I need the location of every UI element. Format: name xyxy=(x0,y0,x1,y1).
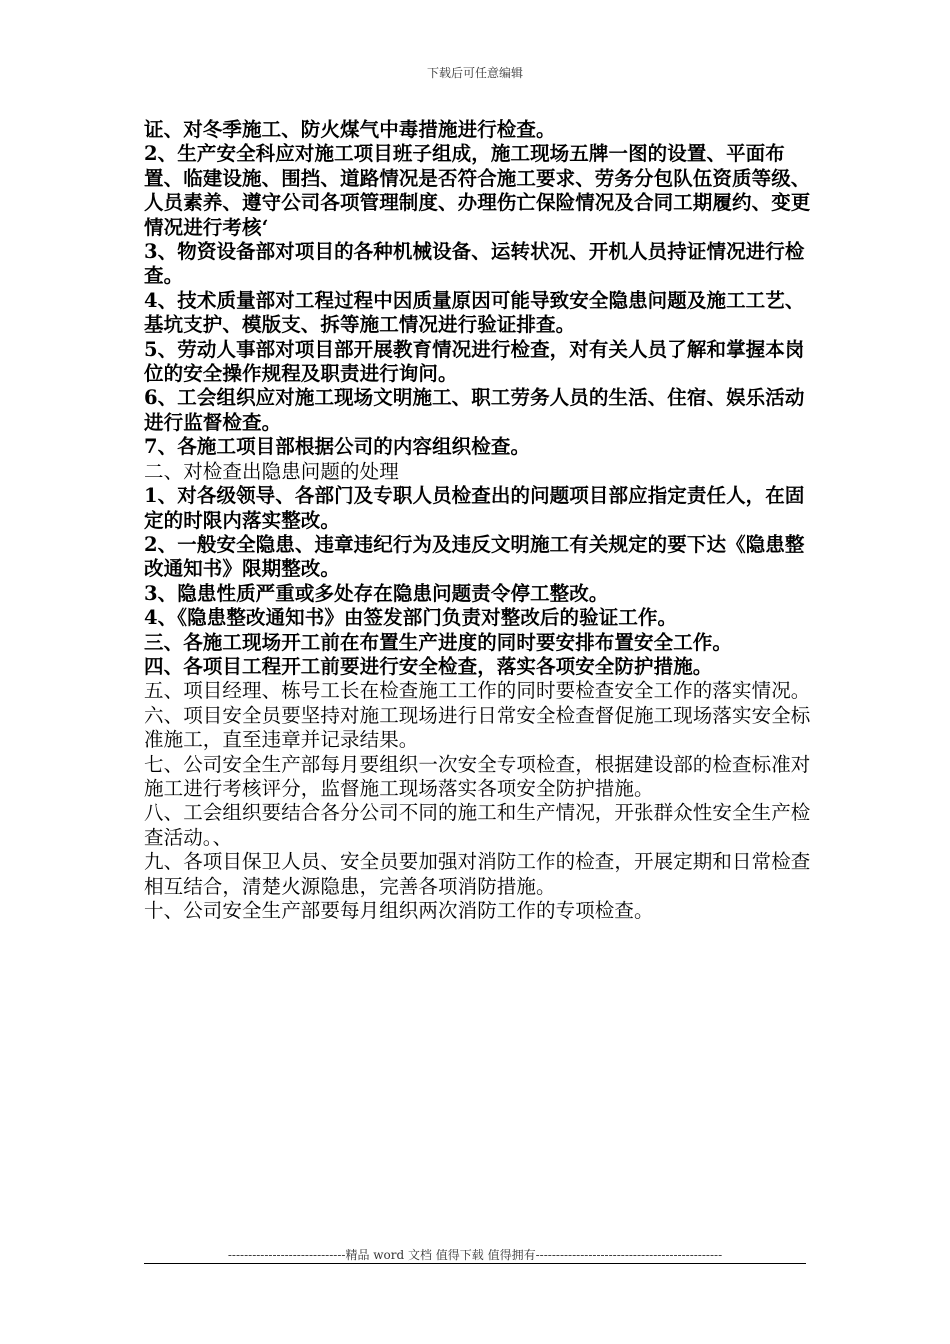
paragraph-6: 6、工会组织应对施工现场文明施工、职工劳务人员的生活、住宿、娱乐活动进行监督检查。 xyxy=(144,386,805,434)
paragraph-5: 5、劳动人事部对项目部开展教育情况进行检查，对有关人员了解和掌握本岗位的安全操作规程及职责进行询问。 xyxy=(144,337,805,386)
section-4: 四、各项目工程开工前要进行安全检查，落实各项安全防护措施。 xyxy=(144,654,713,678)
section-10: 十、公司安全生产部要每月组织两次消防工作的专项检查。 xyxy=(144,899,654,922)
page-footer: -----------------------------精品 word 文档 值得下载 值得拥有---------------------------------------------- xyxy=(227,1248,723,1262)
paragraph-10: 2、一般安全隐患、违章违纪行为及违反文明施工有关规定的要下达《隐患整改通知书》限期整改。 xyxy=(144,532,805,581)
paragraph-12: 4、《隐患整改通知书》由签发部门负责对整改后的验证工作。 xyxy=(144,606,678,630)
section-8: 八、工会组织要结合各分公司不同的施工和生产情况，开张群众性安全生产检查活动。、 xyxy=(144,801,811,849)
section-3: 三、各施工现场开工前在布置生产进度的同时要安排布置安全工作。 xyxy=(144,630,733,654)
page-header: 下载后可任意编辑 xyxy=(426,66,523,80)
paragraph-7: 7、各施工项目部根据公司的内容组织检查。 xyxy=(144,435,531,459)
paragraph-2: 2、生产安全科应对施工项目班子组成，施工现场五牌一图的设置、平面布置、临建设施、围挡、道路情况是否符合施工要求、劳务分包队伍资质等级、人员素养、遵守公司各项管理制度、办理伤亡保险情况及合同工期履约、变更情况进行考核‘ xyxy=(144,142,811,239)
footer-rule xyxy=(144,1263,806,1264)
section-6: 六、项目安全员要坚持对施工现场进行日常安全检查督促施工现场落实安全标准施工，直至违章并记录结果。 xyxy=(144,703,811,752)
paragraph-4: 4、技术质量部对工程过程中因质量原因可能导致安全隐患问题及施工工艺、基坑支护、模版支、拆等施工情况进行验证排查。 xyxy=(144,288,805,337)
section-5: 五、项目经理、栋号工长在检查施工工作的同时要检查安全工作的落实情况。 xyxy=(144,679,811,703)
paragraph-1: 证、对冬季施工、防火煤气中毒措施进行检查。 xyxy=(144,118,556,141)
section-7: 七、公司安全生产部每月要组织一次安全专项检查，根据建设部的检查标准对施工进行考核评分，监督施工现场落实各项安全防护措施。 xyxy=(144,752,811,800)
paragraph-9: 1、对各级领导、各部门及专职人员检查出的问题项目部应指定责任人，在固定的时限内落实整改。 xyxy=(144,484,805,532)
paragraph-3: 3、物资设备部对项目的各种机械设备、运转状况、开机人员持证情况进行检查。 xyxy=(144,240,805,288)
section-heading-2: 二、对检查出隐患问题的处理 xyxy=(144,459,399,483)
paragraph-11: 3、隐患性质严重或多处存在隐患问题责令停工整改。 xyxy=(144,581,609,605)
document-body xyxy=(144,118,814,923)
section-9: 九、各项目保卫人员、安全员要加强对消防工作的检查，开展定期和日常检查相互结合，清楚火源隐患，完善各项消防措施。 xyxy=(144,850,811,898)
